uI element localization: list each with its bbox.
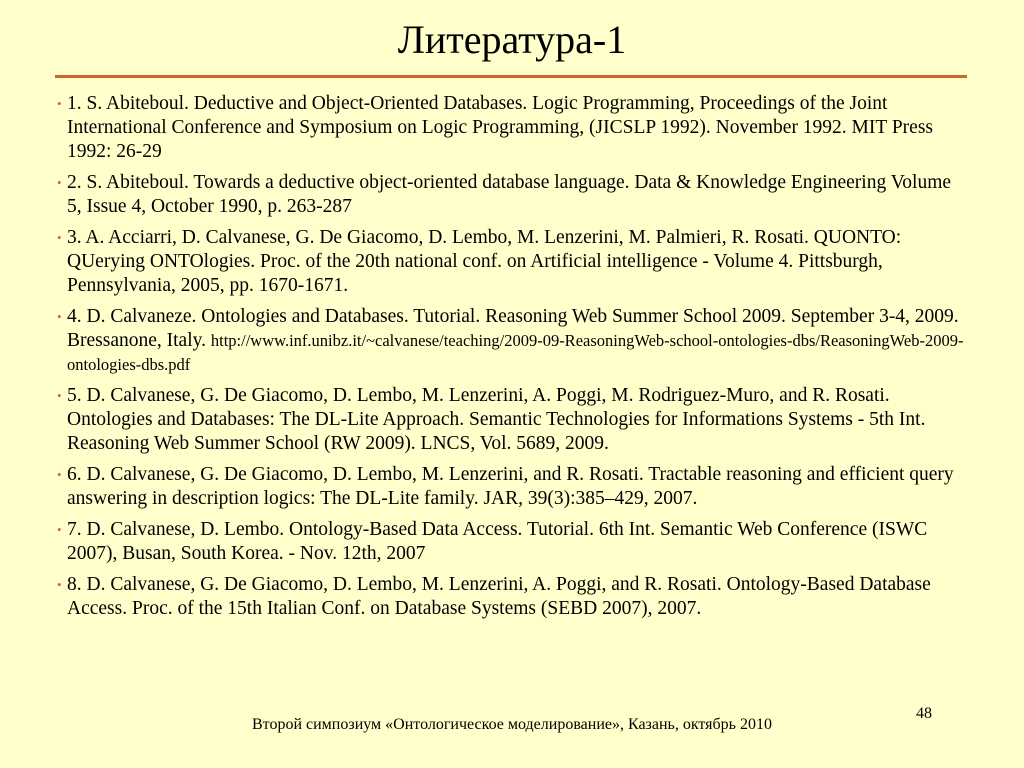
title-divider bbox=[55, 75, 967, 78]
bullet-icon: • bbox=[57, 230, 62, 245]
reference-item-8 bbox=[57, 573, 967, 621]
slide-title: Литература-1 bbox=[397, 17, 627, 62]
reference-text: 3. A. Acciarri, D. Calvanese, G. De Giacomo, D. Lembo, M. Lenzerini, M. Palmieri, R. Rosati. QUONTO: QUerying ONTOlogies. Proc. of the 20th national conf. on Artificial intelligence - Volume 4. Pittsburgh, Pennsylvania, 2005, pp. 1670-1671. bbox=[67, 227, 902, 296]
reference-text: 6. D. Calvanese, G. De Giacomo, D. Lembo, M. Lenzerini, and R. Rosati. Tractable reasoning and efficient query answering in description logics: The DL-Lite family. JAR, 39(3):385–429, 2007. bbox=[67, 464, 954, 509]
bullet-icon: • bbox=[57, 388, 62, 403]
page-number: 48 bbox=[916, 705, 932, 722]
reference-url[interactable]: http://www.inf.unibz.it/~calvanese/teaching/2009-09-ReasoningWeb-school-ontologies-dbs/ReasoningWeb-2009-ontologies-dbs.pdf bbox=[67, 331, 964, 374]
bullet-icon: • bbox=[57, 96, 62, 111]
reference-text: 2. S. Abiteboul. Towards a deductive object-oriented database language. Data & Knowledge Engineering Volume 5, Issue 4, October 1990, p. 263-287 bbox=[67, 172, 952, 217]
reference-list bbox=[57, 92, 967, 628]
reference-item-6 bbox=[57, 463, 967, 511]
slide-footer: Второй симпозиум «Онтологическое моделирование», Казань, октябрь 2010 bbox=[252, 716, 772, 733]
reference-item-1 bbox=[57, 92, 967, 164]
bullet-icon: • bbox=[57, 522, 62, 537]
reference-text: 5. D. Calvanese, G. De Giacomo, D. Lembo, M. Lenzerini, A. Poggi, M. Rodriguez-Muro, and R. Rosati. Ontologies and Databases: The DL-Lite Approach. Semantic Technologies for Informations Systems - 5th Int. Reasoning Web Summer School (RW 2009). LNCS, Vol. 5689, 2009. bbox=[67, 385, 926, 454]
bullet-icon: • bbox=[57, 175, 62, 190]
bullet-icon: • bbox=[57, 577, 62, 592]
reference-item-7 bbox=[57, 518, 967, 566]
reference-item-4 bbox=[57, 305, 967, 377]
reference-item-2 bbox=[57, 171, 967, 219]
reference-text: 4. D. Calvaneze. Ontologies and Databases. Tutorial. Reasoning Web Summer School 2009. September 3-4, 2009. Bressanone, Italy. bbox=[67, 306, 959, 351]
reference-text: 1. S. Abiteboul. Deductive and Object-Oriented Databases. Logic Programming, Proceedings of the Joint International Conference and Symposium on Logic Programming, (JICSLP 1992). November 1992. MIT Press 1992: 26-29 bbox=[67, 93, 933, 162]
reference-text: 8. D. Calvanese, G. De Giacomo, D. Lembo, M. Lenzerini, A. Poggi, and R. Rosati. Ontology-Based Database Access. Proc. of the 15th Italian Conf. on Database Systems (SEBD 2007), 2007. bbox=[67, 574, 931, 619]
bullet-icon: • bbox=[57, 467, 62, 482]
reference-text: 7. D. Calvanese, D. Lembo. Ontology-Based Data Access. Tutorial. 6th Int. Semantic Web Conference (ISWC 2007), Busan, South Korea. - Nov. 12th, 2007 bbox=[67, 519, 928, 564]
bullet-icon: • bbox=[57, 309, 62, 324]
reference-item-3 bbox=[57, 226, 967, 298]
reference-item-5 bbox=[57, 384, 967, 456]
